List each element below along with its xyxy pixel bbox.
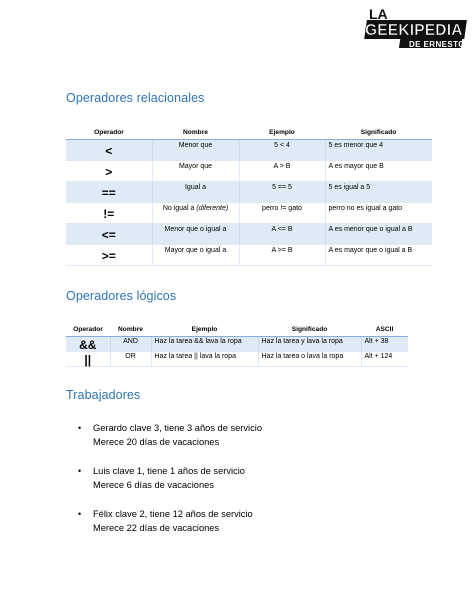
table-row	[66, 352, 408, 367]
operator-example: A <= B	[239, 224, 325, 245]
worker-vacation: Merece 22 días de vacaciones	[93, 523, 220, 533]
operator-meaning: perro no es igual a gato	[325, 203, 432, 224]
column-header: ASCII	[361, 323, 408, 337]
operator-name-text: No igual a	[162, 205, 197, 212]
operator-name: Menor que	[152, 140, 239, 161]
operator-name: Igual a	[152, 182, 239, 203]
operator-symbol: >=	[66, 245, 152, 266]
bullet-icon: •	[78, 423, 82, 433]
operator-symbol: !=	[66, 203, 152, 224]
operator-symbol: ==	[66, 182, 152, 203]
operator-meaning: Haz la tarea o lava la ropa	[258, 352, 361, 367]
logo-line2: GEEKIPEDIA	[365, 22, 463, 39]
operator-name: Mayor que	[152, 161, 239, 182]
operator-example: Haz la tarea && lava la ropa	[151, 337, 258, 352]
operator-meaning: 5 es igual a 5	[325, 182, 432, 203]
operator-name: AND	[110, 337, 151, 352]
table-row	[66, 161, 432, 182]
operator-example: A >= B	[239, 245, 325, 266]
relational-operators-table	[66, 126, 432, 266]
operator-example: perro != gato	[239, 203, 325, 224]
operator-example: A > B	[239, 161, 325, 182]
operator-example: 5 < 4	[239, 140, 325, 161]
logo-line1: LA	[369, 6, 388, 22]
table-row	[66, 203, 432, 224]
operator-ascii: Alt + 124	[361, 352, 408, 367]
operator-meaning: A es mayor que o igual a B	[325, 245, 432, 266]
table-row	[66, 140, 432, 161]
column-header: Nombre	[152, 126, 239, 140]
operator-meaning: A es menor que o igual a B	[325, 224, 432, 245]
operator-symbol: &&	[66, 337, 110, 352]
operator-example: Haz la tarea || lava la ropa	[151, 352, 258, 367]
table-row	[66, 224, 432, 245]
operator-meaning: Haz la tarea y lava la ropa	[258, 337, 361, 352]
column-header: Nombre	[110, 323, 151, 337]
bullet-icon: •	[78, 509, 82, 519]
operator-symbol: <	[66, 140, 152, 161]
table-row	[66, 182, 432, 203]
workers-list	[78, 421, 408, 550]
column-header: Significado	[258, 323, 361, 337]
operator-name: OR	[110, 352, 151, 367]
list-item	[78, 507, 408, 535]
column-header: Operador	[66, 126, 152, 140]
logo-line3: DE ERNESTO	[409, 40, 465, 49]
table-row	[66, 337, 408, 352]
worker-vacation: Merece 20 días de vacaciones	[93, 437, 220, 447]
operator-name-emphasis: (diferente)	[196, 205, 229, 212]
operator-symbol: >	[66, 161, 152, 182]
table-row	[66, 245, 432, 266]
operator-meaning: 5 es menor que 4	[325, 140, 432, 161]
operator-ascii: Alt + 38	[361, 337, 408, 352]
operator-symbol: <=	[66, 224, 152, 245]
workers-section-title: Trabajadores	[66, 388, 141, 402]
logical-operators-table	[66, 323, 408, 367]
operator-name: Mayor que o igual a	[152, 245, 239, 266]
worker-summary: Gerardo clave 3, tiene 3 años de servicio	[93, 423, 262, 433]
column-header: Ejemplo	[151, 323, 258, 337]
relational-section-title: Operadores relacionales	[66, 91, 205, 105]
operator-name	[152, 203, 239, 224]
operator-meaning: A es mayor que B	[325, 161, 432, 182]
list-item	[78, 421, 408, 449]
operator-name: Menor que o igual a	[152, 224, 239, 245]
operator-example: 5 == 5	[239, 182, 325, 203]
worker-summary: Félix clave 2, tiene 12 años de servicio	[93, 509, 253, 519]
worker-summary: Luis clave 1, tiene 1 años de servicio	[93, 466, 245, 476]
operator-symbol: ||	[66, 352, 110, 367]
worker-vacation: Merece 6 días de vacaciones	[93, 480, 214, 490]
column-header: Operador	[66, 323, 110, 337]
table-header-row	[66, 323, 408, 337]
logical-section-title: Operadores lógicos	[66, 289, 177, 303]
geekipedia-logo	[355, 5, 469, 51]
table-header-row	[66, 126, 432, 140]
column-header: Ejemplo	[239, 126, 325, 140]
list-item	[78, 464, 408, 492]
bullet-icon: •	[78, 466, 82, 476]
column-header: Significado	[325, 126, 432, 140]
